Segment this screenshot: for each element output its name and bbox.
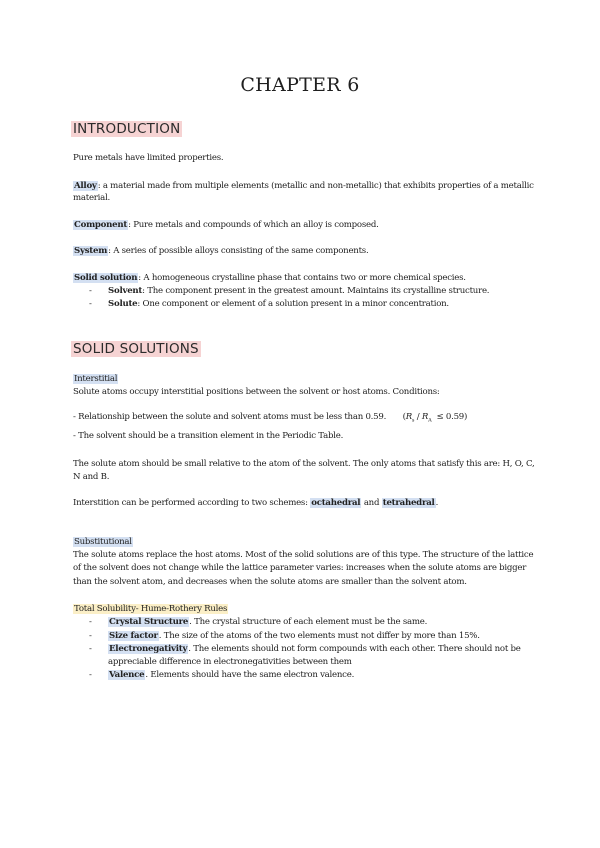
intro-line: Pure metals have limited properties.	[73, 153, 224, 163]
solid-solution-term: Solid solution	[74, 273, 138, 283]
solvent-text: : The component present in the greatest amount. Maintains its crystalline structure.	[142, 286, 490, 296]
bullet-dash: -	[89, 631, 92, 641]
list-item-solvent	[0, 285, 600, 297]
solid-solutions-heading	[71, 338, 201, 359]
solid-solutions-heading-text: SOLID SOLUTIONS	[73, 341, 199, 357]
rule-electronegativity-line2: appreciable difference in electronegativities between them	[108, 657, 352, 667]
system-def: : A series of possible alloys consisting of the same components.	[108, 246, 369, 256]
alloy-definition	[73, 180, 534, 192]
alloy-def-line2: material.	[73, 193, 111, 203]
ratio-formula: $(R_s / R_A \le 0.59)$	[402, 412, 468, 424]
solute-term: Solute	[108, 299, 138, 309]
solid-solution-definition	[73, 272, 466, 284]
rule-crystal-structure: - Crystal Structure. The crystal structure of each element must be the same.	[89, 617, 428, 627]
component-definition	[73, 219, 379, 231]
solute-text: : One component or element of a solution present in a minor concentration.	[137, 299, 449, 309]
rules-label: Total Solubility- Hume-Rothery Rules	[74, 604, 228, 614]
system-term: System	[74, 246, 108, 256]
tetrahedral-term: tetrahedral	[382, 498, 435, 508]
rule-valence: - Valence. Elements should have the same electron valence.	[89, 670, 355, 680]
interstitial-schemes: Interstition can be performed according to two schemes: octahedral and tetrahedral.	[73, 498, 439, 508]
alloy-def-line1: : a material made from multiple elements (metallic and non-metallic) that exhibits properties of a metallic	[97, 181, 534, 191]
bullet-dash: -	[89, 299, 92, 309]
condition-2: - The solvent should be a transition element in the Periodic Table.	[73, 431, 344, 441]
rule-size-factor: - Size factor. The size of the atoms of the two elements must not differ by more than 15%.	[89, 631, 480, 641]
bullet-dash: -	[89, 670, 92, 680]
component-term: Component	[74, 220, 128, 230]
bullet-dash: -	[89, 644, 92, 654]
solvent-term: Solvent	[108, 286, 143, 296]
substitutional-line2: of the solvent does not change while the lattice parameter varies: increases when the solute atoms are bigger	[73, 563, 527, 573]
interstitial-para1-line2: N and B.	[73, 472, 110, 482]
interstitial-line1: Solute atoms occupy interstitial positions between the solvent or host atoms. Conditions:	[73, 387, 440, 397]
substitutional-line3: than the solvent atom, and decreases when the solute atoms are smaller than the solvent atom.	[73, 577, 467, 587]
bullet-dash: -	[89, 286, 92, 296]
list-item-solute	[0, 298, 600, 310]
condition-1: - Relationship between the solute and solvent atoms must be less than 0.59. $(R_s / R_A \le 0.59)$	[73, 412, 468, 424]
solid-solution-def: : A homogeneous crystalline phase that contains two or more chemical species.	[138, 273, 466, 283]
chapter-title: CHAPTER 6	[240, 74, 360, 96]
rule-electronegativity: - Electronegativity. The elements should not form compounds with each other. There should not be	[89, 644, 521, 654]
introduction-heading-text: INTRODUCTION	[73, 121, 181, 137]
system-definition	[73, 245, 368, 257]
component-def: : Pure metals and compounds of which an alloy is composed.	[128, 220, 379, 230]
substitutional-label: Substitutional	[74, 537, 132, 547]
octahedral-term: octahedral	[311, 498, 361, 508]
bullet-dash: -	[89, 617, 92, 627]
interstitial-para1-line1: The solute atom should be small relative to the atom of the solvent. The only atoms that satisfy this are: H, O, C,	[73, 459, 535, 469]
substitutional-line1: The solute atoms replace the host atoms. Most of the solid solutions are of this type. The structure of the lattice	[73, 550, 534, 560]
interstitial-label: Interstitial	[74, 374, 118, 384]
introduction-heading	[71, 118, 182, 139]
alloy-term: Alloy	[74, 181, 97, 191]
